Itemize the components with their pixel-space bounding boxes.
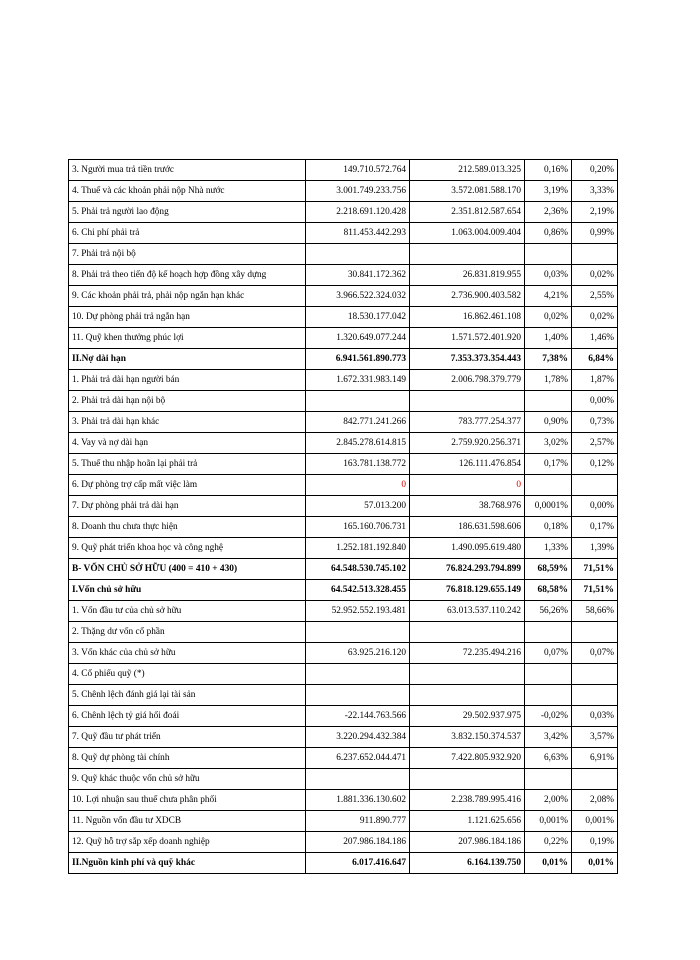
percent-period-1: 3,19% [525, 181, 572, 202]
table-row [69, 622, 618, 643]
row-label: 5. Thuế thu nhập hoãn lại phải trả [69, 454, 306, 475]
percent-period-1 [525, 244, 572, 265]
value-period-1: 3.220.294.432.384 [306, 727, 410, 748]
table-row [69, 832, 618, 853]
percent-period-1: 2,36% [525, 202, 572, 223]
value-period-1: 57.013.200 [306, 496, 410, 517]
percent-period-2: 0,00% [572, 391, 618, 412]
percent-period-1: 0,07% [525, 643, 572, 664]
percent-period-1: 0,01% [525, 853, 572, 874]
percent-period-1: 2,00% [525, 790, 572, 811]
table-row [69, 601, 618, 622]
value-period-1 [306, 391, 410, 412]
value-period-2 [410, 664, 525, 685]
value-period-2: 72.235.494.216 [410, 643, 525, 664]
percent-period-2: 1,39% [572, 538, 618, 559]
row-label: 3. Phải trả dài hạn khác [69, 412, 306, 433]
row-label: 12. Quỹ hỗ trợ sắp xếp doanh nghiệp [69, 832, 306, 853]
percent-period-2: 0,17% [572, 517, 618, 538]
row-label: 10. Lợi nhuận sau thuế chưa phân phối [69, 790, 306, 811]
row-label: 11. Quỹ khen thưởng phúc lợi [69, 328, 306, 349]
table-row [69, 769, 618, 790]
table-row [69, 223, 618, 244]
table-row [69, 160, 618, 181]
value-period-1: 163.781.138.772 [306, 454, 410, 475]
value-period-1: 3.966.522.324.032 [306, 286, 410, 307]
percent-period-2: 71,51% [572, 559, 618, 580]
percent-period-2: 1,87% [572, 370, 618, 391]
value-period-1: 842.771.241.266 [306, 412, 410, 433]
value-period-2: 6.164.139.750 [410, 853, 525, 874]
row-label: B- VỐN CHỦ SỞ HỮU (400 = 410 + 430) [69, 559, 306, 580]
percent-period-1: 0,03% [525, 265, 572, 286]
row-label: I.Vốn chủ sở hữu [69, 580, 306, 601]
table-row [69, 244, 618, 265]
percent-period-2: 0,73% [572, 412, 618, 433]
value-period-1: 2.845.278.614.815 [306, 433, 410, 454]
table-row [69, 643, 618, 664]
value-period-1 [306, 769, 410, 790]
percent-period-2 [572, 685, 618, 706]
table-row [69, 412, 618, 433]
percent-period-2: 0,99% [572, 223, 618, 244]
table-row [69, 517, 618, 538]
percent-period-2: 3,57% [572, 727, 618, 748]
value-period-2: 1.121.625.656 [410, 811, 525, 832]
value-period-2: 76.824.293.794.899 [410, 559, 525, 580]
percent-period-2: 1,46% [572, 328, 618, 349]
value-period-2: 783.777.254.377 [410, 412, 525, 433]
percent-period-1: 0,16% [525, 160, 572, 181]
percent-period-1: 0,90% [525, 412, 572, 433]
value-period-1: 1.672.331.983.149 [306, 370, 410, 391]
value-period-1: 1.320.649.077.244 [306, 328, 410, 349]
percent-period-2: 3,33% [572, 181, 618, 202]
percent-period-2: 0,02% [572, 307, 618, 328]
row-label: 3. Người mua trả tiền trước [69, 160, 306, 181]
row-label: 6. Chênh lệch tỷ giá hối đoái [69, 706, 306, 727]
value-period-1: 911.890.777 [306, 811, 410, 832]
value-period-2: 126.111.476.854 [410, 454, 525, 475]
value-period-2: 3.572.081.588.170 [410, 181, 525, 202]
value-period-1: 6.941.561.890.773 [306, 349, 410, 370]
row-label: 8. Doanh thu chưa thực hiện [69, 517, 306, 538]
row-label: 5. Phải trả người lao động [69, 202, 306, 223]
value-period-1: 30.841.172.362 [306, 265, 410, 286]
value-period-1: 0 [306, 475, 410, 496]
percent-period-1: 1,40% [525, 328, 572, 349]
table-row [69, 853, 618, 874]
value-period-1: 3.001.749.233.756 [306, 181, 410, 202]
value-period-2: 0 [410, 475, 525, 496]
percent-period-2: 0,19% [572, 832, 618, 853]
value-period-2: 7.353.373.354.443 [410, 349, 525, 370]
percent-period-1: 1,78% [525, 370, 572, 391]
percent-period-2 [572, 664, 618, 685]
row-label: 11. Nguồn vốn đầu tư XDCB [69, 811, 306, 832]
row-label: II.Nguồn kinh phí và quỹ khác [69, 853, 306, 874]
percent-period-1: 3,02% [525, 433, 572, 454]
percent-period-1 [525, 664, 572, 685]
value-period-1: 18.530.177.042 [306, 307, 410, 328]
value-period-1: 64.548.530.745.102 [306, 559, 410, 580]
percent-period-2: 0,20% [572, 160, 618, 181]
value-period-1: 207.986.184.186 [306, 832, 410, 853]
percent-period-2 [572, 622, 618, 643]
balance-sheet-body [69, 160, 618, 874]
row-label: 8. Quỹ dự phòng tài chính [69, 748, 306, 769]
value-period-2: 207.986.184.186 [410, 832, 525, 853]
percent-period-1: 0,17% [525, 454, 572, 475]
row-label: 3. Vốn khác của chủ sở hữu [69, 643, 306, 664]
value-period-2 [410, 391, 525, 412]
percent-period-1 [525, 391, 572, 412]
row-label: 9. Quỹ phát triển khoa học và công nghệ [69, 538, 306, 559]
percent-period-2 [572, 475, 618, 496]
table-row [69, 286, 618, 307]
table-row [69, 349, 618, 370]
table-row [69, 475, 618, 496]
table-row [69, 433, 618, 454]
percent-period-2 [572, 769, 618, 790]
table-row [69, 265, 618, 286]
percent-period-1 [525, 475, 572, 496]
value-period-1 [306, 622, 410, 643]
percent-period-1: 68,59% [525, 559, 572, 580]
value-period-1 [306, 685, 410, 706]
row-label: 4. Thuế và các khoản phải nộp Nhà nước [69, 181, 306, 202]
value-period-2: 16.862.461.108 [410, 307, 525, 328]
table-row [69, 748, 618, 769]
table-row [69, 328, 618, 349]
value-period-2: 1.490.095.619.480 [410, 538, 525, 559]
value-period-2: 38.768.976 [410, 496, 525, 517]
row-label: 5. Chênh lệch đánh giá lại tài sản [69, 685, 306, 706]
value-period-1: 2.218.691.120.428 [306, 202, 410, 223]
table-row [69, 454, 618, 475]
percent-period-2: 2,08% [572, 790, 618, 811]
table-row [69, 706, 618, 727]
row-label: 4. Cổ phiếu quỹ (*) [69, 664, 306, 685]
table-row [69, 727, 618, 748]
value-period-2 [410, 685, 525, 706]
row-label: 9. Quỹ khác thuộc vốn chủ sở hữu [69, 769, 306, 790]
table-row [69, 307, 618, 328]
value-period-1: 149.710.572.764 [306, 160, 410, 181]
percent-period-1: 1,33% [525, 538, 572, 559]
row-label: II.Nợ dài hạn [69, 349, 306, 370]
value-period-1 [306, 244, 410, 265]
percent-period-2: 2,57% [572, 433, 618, 454]
row-label: 6. Dự phòng trợ cấp mất việc làm [69, 475, 306, 496]
value-period-1: 811.453.442.293 [306, 223, 410, 244]
percent-period-2: 2,55% [572, 286, 618, 307]
percent-period-1: 0,0001% [525, 496, 572, 517]
value-period-2 [410, 769, 525, 790]
row-label: 2. Thặng dư vốn cổ phần [69, 622, 306, 643]
percent-period-1: 0,18% [525, 517, 572, 538]
row-label: 7. Dự phòng phải trả dài hạn [69, 496, 306, 517]
value-period-2: 3.832.150.374.537 [410, 727, 525, 748]
row-label: 6. Chi phí phải trả [69, 223, 306, 244]
value-period-2 [410, 622, 525, 643]
row-label: 7. Quỹ đầu tư phát triển [69, 727, 306, 748]
percent-period-2: 0,001% [572, 811, 618, 832]
value-period-1: 63.925.216.120 [306, 643, 410, 664]
value-period-2: 2.006.798.379.779 [410, 370, 525, 391]
row-label: 7. Phải trả nội bộ [69, 244, 306, 265]
value-period-2: 76.818.129.655.149 [410, 580, 525, 601]
percent-period-2: 58,66% [572, 601, 618, 622]
percent-period-2: 0,12% [572, 454, 618, 475]
percent-period-1: 7,38% [525, 349, 572, 370]
row-label: 1. Vốn đầu tư của chủ sở hữu [69, 601, 306, 622]
value-period-2: 7.422.805.932.920 [410, 748, 525, 769]
table-row [69, 181, 618, 202]
percent-period-1 [525, 622, 572, 643]
row-label: 10. Dự phòng phải trả ngắn hạn [69, 307, 306, 328]
percent-period-1: 4,21% [525, 286, 572, 307]
value-period-2: 29.502.937.975 [410, 706, 525, 727]
value-period-2: 63.013.537.110.242 [410, 601, 525, 622]
value-period-1: -22.144.763.566 [306, 706, 410, 727]
value-period-2: 2.736.900.403.582 [410, 286, 525, 307]
table-row [69, 580, 618, 601]
table-row [69, 811, 618, 832]
percent-period-1 [525, 769, 572, 790]
percent-period-1: -0,02% [525, 706, 572, 727]
value-period-2: 26.831.819.955 [410, 265, 525, 286]
value-period-2: 212.589.013.325 [410, 160, 525, 181]
percent-period-2: 0,00% [572, 496, 618, 517]
balance-sheet-table [68, 159, 618, 874]
value-period-2: 1.063.004.009.404 [410, 223, 525, 244]
percent-period-1: 6,63% [525, 748, 572, 769]
percent-period-2: 0,07% [572, 643, 618, 664]
table-row [69, 685, 618, 706]
value-period-1: 6.017.416.647 [306, 853, 410, 874]
percent-period-1 [525, 685, 572, 706]
table-row [69, 202, 618, 223]
row-label: 8. Phải trả theo tiến độ kế hoạch hợp đồng xây dựng [69, 265, 306, 286]
table-row [69, 559, 618, 580]
value-period-2: 2.351.812.587.654 [410, 202, 525, 223]
table-row [69, 370, 618, 391]
value-period-2: 186.631.598.606 [410, 517, 525, 538]
percent-period-2: 71,51% [572, 580, 618, 601]
value-period-1: 1.252.181.192.840 [306, 538, 410, 559]
percent-period-2: 2,19% [572, 202, 618, 223]
percent-period-1: 3,42% [525, 727, 572, 748]
value-period-2: 2.238.789.995.416 [410, 790, 525, 811]
percent-period-2: 0,01% [572, 853, 618, 874]
value-period-1: 52.952.552.193.481 [306, 601, 410, 622]
value-period-1: 64.542.513.328.455 [306, 580, 410, 601]
percent-period-2: 6,91% [572, 748, 618, 769]
value-period-2: 2.759.920.256.371 [410, 433, 525, 454]
row-label: 2. Phải trả dài hạn nội bộ [69, 391, 306, 412]
percent-period-2: 0,02% [572, 265, 618, 286]
percent-period-1: 0,001% [525, 811, 572, 832]
value-period-2 [410, 244, 525, 265]
value-period-2: 1.571.572.401.920 [410, 328, 525, 349]
row-label: 9. Các khoản phải trả, phải nộp ngắn hạn khác [69, 286, 306, 307]
percent-period-1: 68,58% [525, 580, 572, 601]
row-label: 4. Vay và nợ dài hạn [69, 433, 306, 454]
row-label: 1. Phải trả dài hạn người bán [69, 370, 306, 391]
percent-period-1: 0,86% [525, 223, 572, 244]
table-row [69, 664, 618, 685]
percent-period-1: 0,22% [525, 832, 572, 853]
table-row [69, 538, 618, 559]
percent-period-1: 56,26% [525, 601, 572, 622]
value-period-1: 1.881.336.130.602 [306, 790, 410, 811]
percent-period-2: 6,84% [572, 349, 618, 370]
value-period-1 [306, 664, 410, 685]
percent-period-2: 0,03% [572, 706, 618, 727]
table-row [69, 790, 618, 811]
table-row [69, 496, 618, 517]
value-period-1: 6.237.652.044.471 [306, 748, 410, 769]
table-row [69, 391, 618, 412]
value-period-1: 165.160.706.731 [306, 517, 410, 538]
percent-period-1: 0,02% [525, 307, 572, 328]
percent-period-2 [572, 244, 618, 265]
